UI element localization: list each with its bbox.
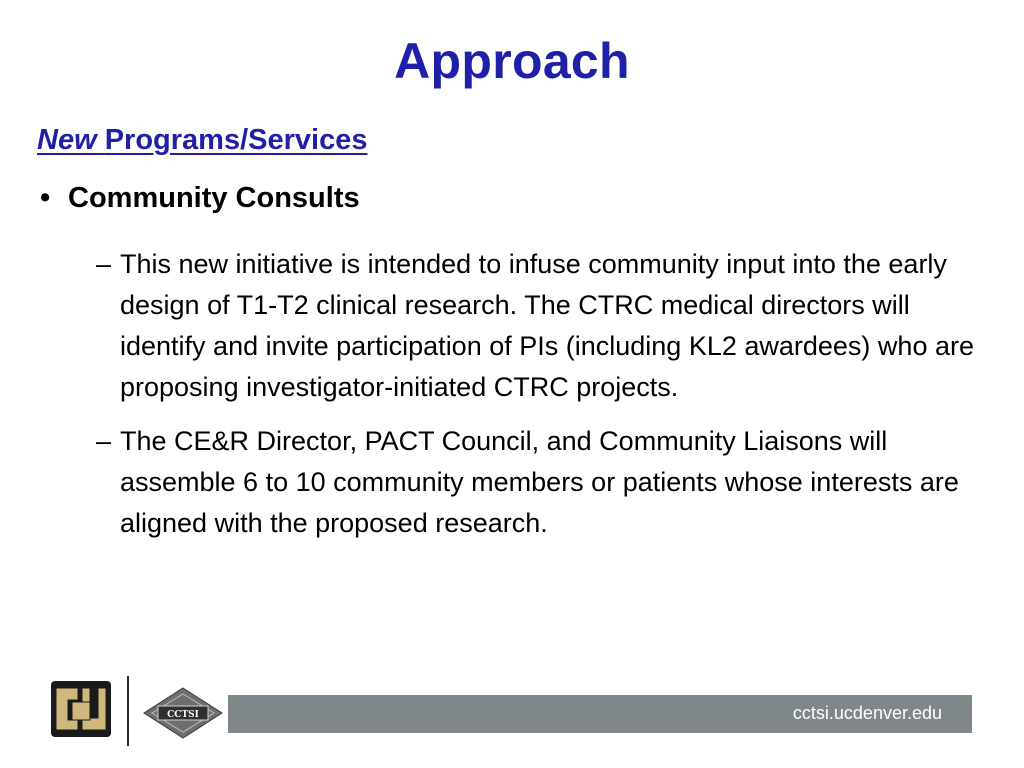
dash-marker: – <box>96 249 112 279</box>
svg-text:CCTSI: CCTSI <box>167 710 199 720</box>
section-subheading <box>37 124 367 157</box>
footer-divider <box>127 676 129 746</box>
sub-bullet-item <box>96 421 996 544</box>
slide-title: Approach <box>394 33 630 89</box>
sub-bullet-text: This new initiative is intended to infuse community input into the early design of T1-T2 clinical research. The CTRC medical directors will identify and invite participation of PIs (including KL2 awardees) who are proposing investigator-initiated CTRC projects. <box>120 249 974 402</box>
bullet-marker: • <box>40 182 51 214</box>
subheading-emphasis: New <box>37 124 97 156</box>
sub-bullet-text: The CE&R Director, PACT Council, and Community Liaisons will assemble 6 to 10 community members or patients whose interests are aligned with the proposed research. <box>120 426 959 538</box>
dash-marker: – <box>96 426 112 456</box>
sub-bullet-list <box>96 244 996 557</box>
footer-url[interactable]: cctsi.ucdenver.edu <box>792 703 942 723</box>
cu-logo-icon <box>50 680 112 738</box>
subheading-text: Programs/Services <box>104 124 368 156</box>
bullet-label: Community Consults <box>68 182 360 214</box>
footer-bar <box>228 695 972 733</box>
bullet-community-consults <box>40 182 360 215</box>
sub-bullet-item <box>96 244 996 408</box>
cctsi-logo-icon <box>142 686 224 740</box>
